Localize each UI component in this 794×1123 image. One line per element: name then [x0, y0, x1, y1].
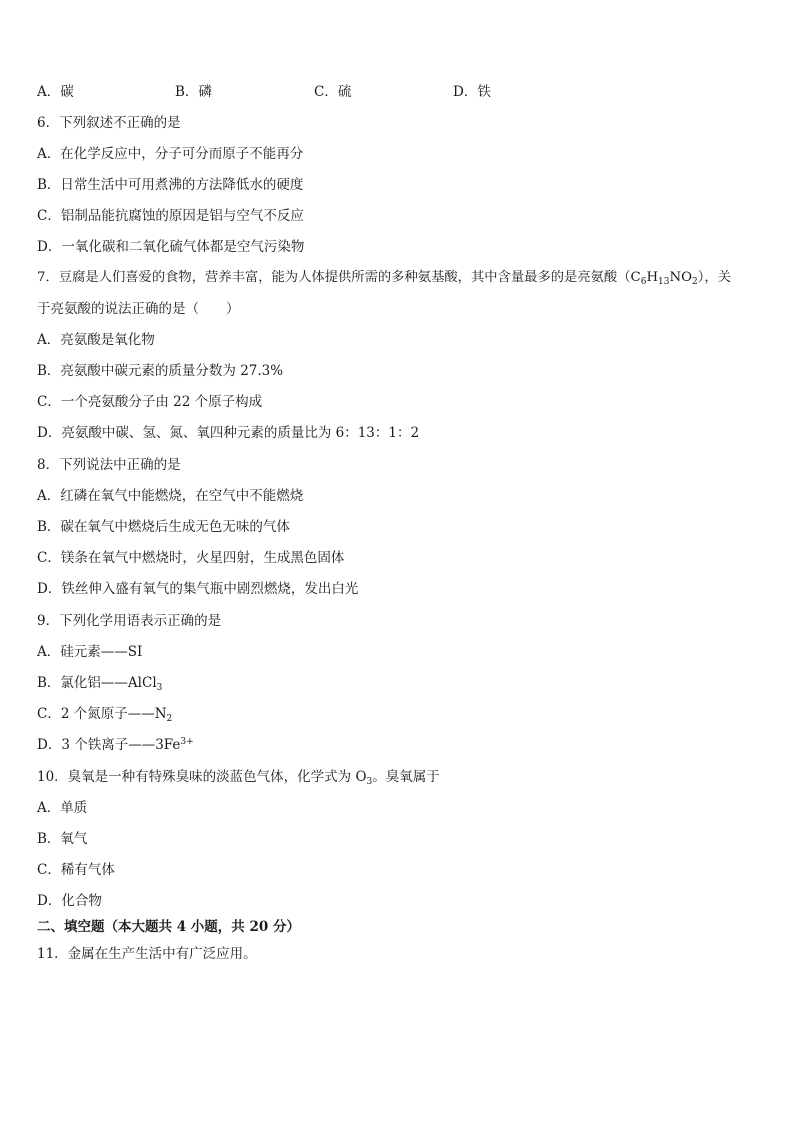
q10-stem-tail: 。臭氧属于 — [372, 769, 440, 785]
q6-option-d: D．一氧化碳和二氧化硫气体都是空气污染物 — [37, 239, 305, 255]
q8-option-d: D．铁丝伸入盛有氧气的集气瓶中剧烈燃烧，发出白光 — [37, 581, 359, 597]
q7-formula-h-count: 13 — [658, 277, 670, 287]
q10-stem-subscript: 3 — [366, 777, 373, 787]
q10-option-d: D．化合物 — [37, 893, 102, 909]
q10-option-b: B．氧气 — [37, 831, 88, 847]
q9-option-d — [37, 736, 194, 754]
q7-stem-line2: 于亮氨酸的说法正确的是（ ） — [37, 301, 240, 317]
q9-option-d-text: D．3 个铁离子——3Fe — [37, 737, 181, 753]
q7-formula-no: NO — [669, 270, 693, 285]
q8-option-a: A．红磷在氧气中能燃烧，在空气中不能燃烧 — [37, 488, 304, 504]
q8-option-b: B．碳在氧气中燃烧后生成无色无味的气体 — [37, 519, 290, 535]
q7-option-d: D．亮氨酸中碳、氢、氮、氧四种元素的质量比为 6：13：1：2 — [37, 425, 420, 441]
q5-option-c: C．硫 — [314, 84, 352, 100]
q7-stem-tail: ），关 — [697, 270, 732, 285]
q7-option-a: A．亮氨酸是氧化物 — [37, 332, 155, 348]
q9-option-c-subscript: 2 — [166, 714, 173, 724]
q7-stem-line1 — [37, 269, 731, 287]
q10-option-a: A．单质 — [37, 800, 88, 816]
q6-option-c: C．铝制品能抗腐蚀的原因是铝与空气不反应 — [37, 208, 304, 224]
q10-option-c: C．稀有气体 — [37, 862, 115, 878]
q7-formula-o-count: 2 — [692, 277, 698, 287]
q9-option-c — [37, 705, 172, 723]
q9-option-a: A．硅元素——SI — [37, 644, 143, 660]
q7-formula-h: H — [646, 270, 659, 285]
q10-stem-text: 10．臭氧是一种有特殊臭味的淡蓝色气体，化学式为 O — [37, 769, 367, 785]
q7-stem-text: 7．豆腐是人们喜爱的食物，营养丰富，能为人体提供所需的多种氨基酸，其中含量最多的是亮氨酸（C — [37, 270, 641, 285]
q5-option-a: A．碳 — [37, 84, 74, 100]
q9-option-d-superscript: 3+ — [180, 737, 194, 747]
q11-stem: 11．金属在生产生活中有广泛应用。 — [37, 946, 257, 962]
q9-stem: 9．下列化学用语表示正确的是 — [37, 613, 222, 629]
q6-option-b: B．日常生活中可用煮沸的方法降低水的硬度 — [37, 177, 304, 193]
section-fill-in-title: 二、填空题（本大题共 4 小题，共 20 分） — [37, 919, 300, 935]
q6-option-a: A．在化学反应中，分子可分而原子不能再分 — [37, 146, 304, 162]
q10-stem — [37, 768, 440, 786]
q6-stem: 6．下列叙述不正确的是 — [37, 115, 181, 131]
q8-stem: 8．下列说法中正确的是 — [37, 457, 181, 473]
q9-option-b-text: B．氯化铝——AlCl — [37, 675, 157, 691]
q9-option-b-subscript: 3 — [156, 683, 163, 693]
q9-option-b — [37, 674, 162, 692]
q7-option-b: B．亮氨酸中碳元素的质量分数为 27.3% — [37, 363, 284, 379]
q9-option-c-text: C．2 个氮原子——N — [37, 706, 167, 722]
q7-option-c: C．一个亮氨酸分子由 22 个原子构成 — [37, 394, 263, 410]
q7-formula-c-count: 6 — [640, 277, 647, 287]
q8-option-c: C．镁条在氧气中燃烧时，火星四射，生成黑色固体 — [37, 550, 345, 566]
q5-option-d: D．铁 — [453, 84, 491, 100]
q5-option-b: B．磷 — [175, 84, 212, 100]
